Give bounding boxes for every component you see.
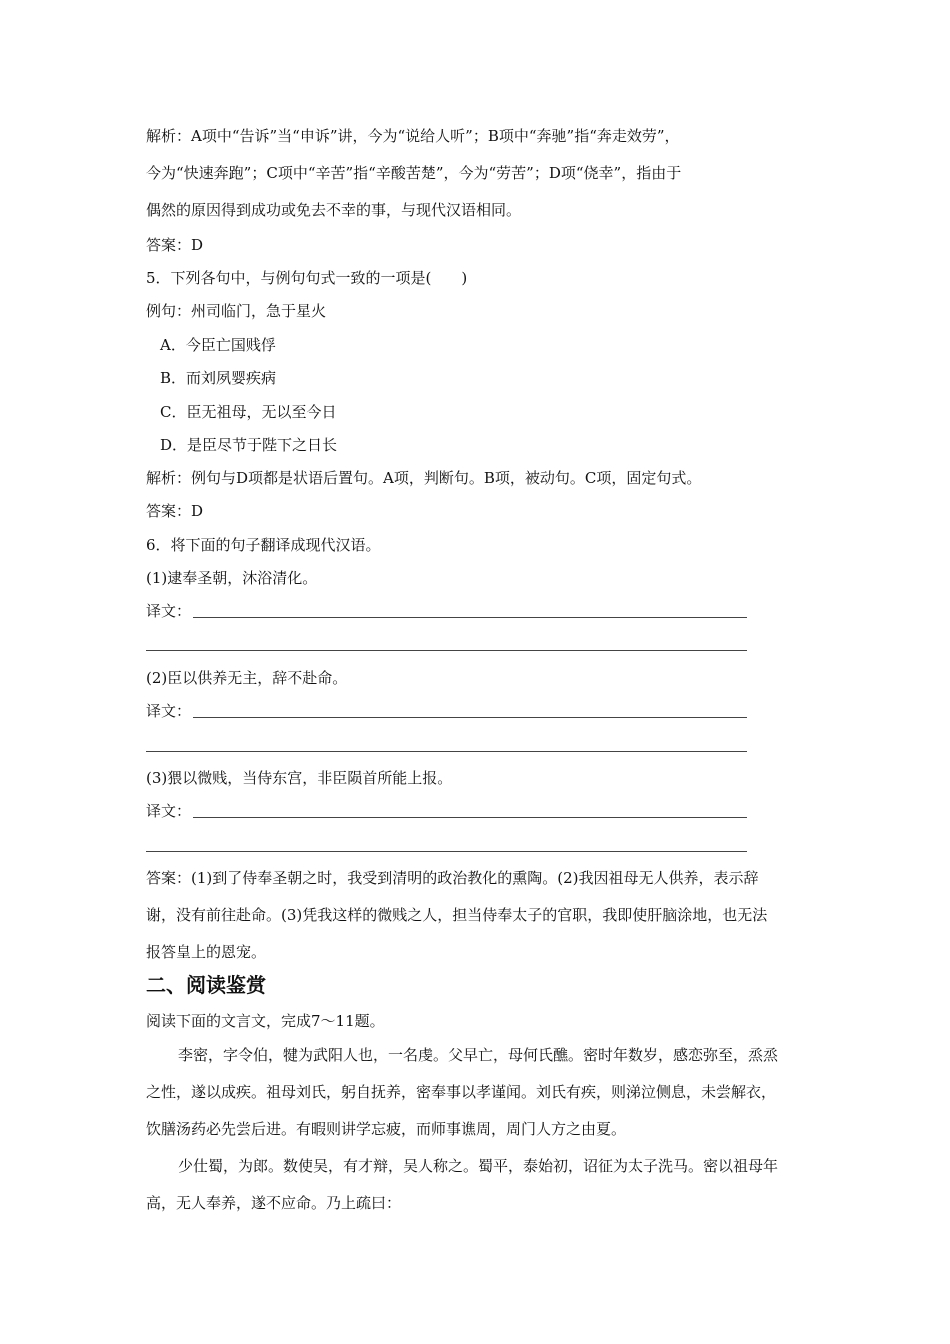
q6-answer-blank-3b [146,851,747,852]
q5-answer: 答案：D [146,502,204,520]
q5-stem: 5．下列各句中，与例句句式一致的一项是( ) [146,269,468,287]
q6-answer-blank-2b [146,751,747,752]
q5-option-a: A．今臣亡国贱俘 [160,336,276,354]
q6-sentence-1: (1)逮奉圣朝，沐浴清化。 [146,569,318,587]
section-intro: 阅读下面的文言文，完成7～11题。 [146,1012,385,1030]
q6-answer-blank-2a [193,717,747,718]
q6-sentence-3: (3)猥以微贱，当侍东宫，非臣陨首所能上报。 [146,769,453,787]
q4-answer: 答案：D [146,236,204,254]
q6-translation-label-2: 译文： [146,702,192,720]
section-heading: 二、阅读鉴赏 [146,973,266,997]
q6-answer-line-3: 报答皇上的恩宠。 [146,943,267,961]
q5-option-b: B．而刘夙婴疾病 [160,369,277,387]
q6-answer-line-1: 答案：(1)到了侍奉圣朝之时，我受到清明的政治教化的熏陶。(2)我因祖母无人供养，表示辞 [146,869,759,887]
q6-answer-blank-3a [193,817,747,818]
q4-analysis-line-2: 今为“快速奔跑”；C项中“辛苦”指“辛酸苦楚”，今为“劳苦”；D项“侥幸”，指由于 [146,164,682,182]
q6-answer-line-2: 谢，没有前往赴命。(3)凭我这样的微贱之人，担当侍奉太子的官职，我即使肝脑涂地，也无法 [146,906,768,924]
passage-p1-line-2: 之性，遂以成疾。祖母刘氏，躬自抚养，密奉事以孝谨闻。刘氏有疾，则涕泣侧息，未尝解衣， [146,1083,777,1101]
passage-p2-line-2: 高，无人奉养，遂不应命。乃上疏曰： [146,1194,402,1212]
q6-answer-blank-1b [146,650,747,651]
q4-analysis-line-3: 偶然的原因得到成功或免去不幸的事，与现代汉语相同。 [146,201,522,219]
q6-sentence-2: (2)臣以供养无主，辞不赴命。 [146,669,348,687]
passage-p1-line-1: 李密，字令伯，犍为武阳人也，一名虔。父早亡，母何氏醮。密时年数岁，感恋弥至，烝烝 [178,1046,779,1064]
q6-translation-label-1: 译文： [146,602,192,620]
passage-p2-line-1: 少仕蜀，为郎。数使吴，有才辩，吴人称之。蜀平，泰始初，诏征为太子洗马。密以祖母年 [178,1157,779,1175]
q5-option-d: D．是臣尽节于陛下之日长 [160,436,338,454]
q5-example: 例句：州司临门，急于星火 [146,302,327,320]
q6-translation-label-3: 译文： [146,802,192,820]
passage-p1-line-3: 饮膳汤药必先尝后进。有暇则讲学忘疲，而师事谯周，周门人方之由夏。 [146,1120,627,1138]
q5-option-c: C．臣无祖母，无以至今日 [160,403,337,421]
q6-stem: 6．将下面的句子翻译成现代汉语。 [146,536,381,554]
q6-answer-blank-1a [193,617,747,618]
q4-analysis-line-1: 解析：A项中“告诉”当“申诉”讲，今为“说给人听”；B项中“奔驰”指“奔走效劳”， [146,127,680,145]
q5-analysis: 解析：例句与D项都是状语后置句。A项，判断句。B项，被动句。C项，固定句式。 [146,469,702,487]
